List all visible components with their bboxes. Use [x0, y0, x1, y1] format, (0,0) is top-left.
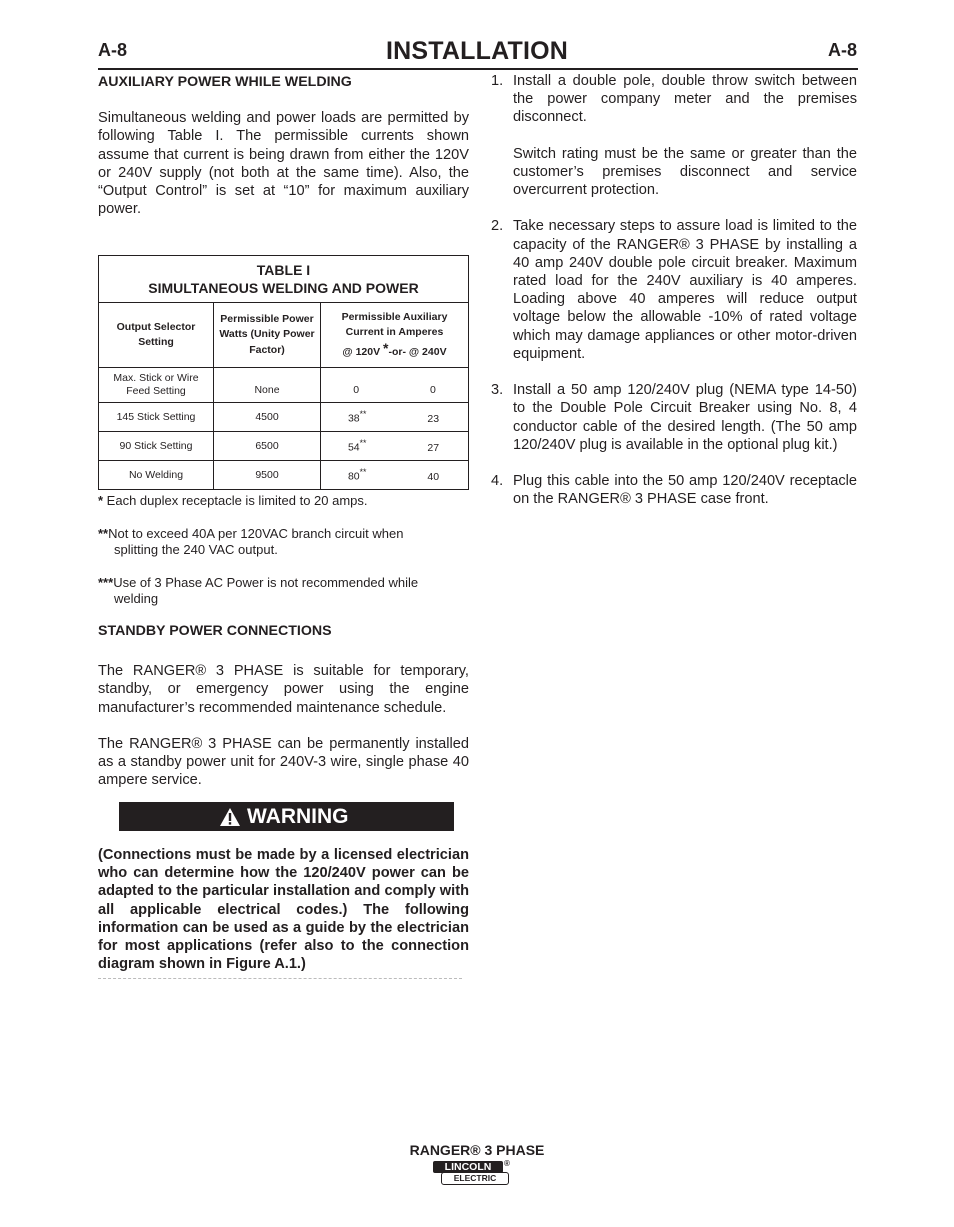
- cell-120v: 38: [347, 412, 360, 425]
- cell-text: Max. Stick or Wire: [113, 372, 199, 384]
- step-item: [491, 72, 857, 199]
- cell-setting: 90 Stick Setting: [99, 432, 214, 461]
- header-asterisk: *: [383, 339, 389, 356]
- note: [98, 493, 469, 510]
- cell-240v: 23: [427, 412, 440, 425]
- cell-text: Feed Setting: [126, 385, 186, 397]
- left-column: [98, 73, 469, 218]
- cell-amps: [321, 368, 469, 403]
- cell-watts: None: [214, 368, 321, 403]
- cell-amps: [321, 461, 469, 490]
- cell-sup: **: [359, 438, 367, 449]
- note-text: Not to exceed 40A per 120VAC branch circuit when: [108, 525, 404, 541]
- header-text: Permissible Auxiliary: [341, 310, 448, 323]
- header-text: Setting: [138, 336, 174, 348]
- right-column: [491, 72, 857, 527]
- note-mark: *: [98, 493, 107, 508]
- header-text: [325, 341, 464, 361]
- cell-sup: **: [359, 467, 367, 478]
- header-text: Factor): [249, 343, 285, 356]
- header-rule: [98, 68, 858, 70]
- note-text: Use of 3 Phase AC Power is not recommended while: [113, 574, 419, 590]
- warning-triangle-icon: [219, 807, 241, 827]
- page-title: INSTALLATION: [385, 37, 568, 65]
- standby-heading: STANDBY POWER CONNECTIONS: [98, 623, 332, 639]
- step-text: Install a double pole, double throw switch between the power company meter and the premises disconnect.: [513, 73, 857, 126]
- cell-120v: 54: [347, 441, 360, 454]
- step-item: [491, 217, 857, 363]
- cell-watts: 6500: [214, 432, 321, 461]
- cell-setting: No Welding: [99, 461, 214, 490]
- note-text-cont: splitting the 240 VAC output.: [114, 542, 278, 557]
- table-caption-line1: TABLE I: [256, 262, 311, 278]
- aux-power-paragraph: Simultaneous welding and power loads are permitted by following Table I. The permissible currents shown assume that current is being drawn from either the 120V or 240V supply (not both at the same time). Also, the “Output Control” is set at “10” for maximum auxiliary power.: [98, 110, 469, 218]
- note: [98, 526, 469, 559]
- lincoln-electric-logo: [433, 1161, 513, 1187]
- standby-section: [98, 622, 469, 789]
- installation-steps: [491, 72, 857, 509]
- table-row: [99, 368, 469, 403]
- cell-120v: 0: [353, 384, 360, 396]
- cell-240v: 40: [427, 470, 440, 483]
- step-text: Install a 50 amp 120/240V plug (NEMA type 14-50) to the Double Pole Circuit Breaker using No. 8, 4 conductor cable of the desired length. (The 50 amp 120/240V plug is available in the optional plug kit.): [513, 382, 857, 453]
- cell-120v: 80: [347, 470, 360, 483]
- warning-label: WARNING: [247, 805, 349, 828]
- step-number: 2.: [491, 218, 504, 235]
- cell-setting: 145 Stick Setting: [99, 403, 214, 432]
- table-row: [99, 461, 469, 490]
- cell-amps: [321, 403, 469, 432]
- logo-registered: ®: [504, 1159, 510, 1168]
- table-notes: [98, 493, 469, 608]
- cell-240v: 27: [427, 441, 440, 454]
- header-text: Permissible Power: [220, 312, 314, 325]
- table-caption: [99, 256, 469, 303]
- header-output-selector: [99, 303, 214, 368]
- step-text-2: Switch rating must be the same or greater than the customer’s premises disconnect and service overcurrent protection.: [513, 145, 857, 199]
- step-number: 1.: [491, 73, 504, 89]
- standby-paragraph-1: The RANGER® 3 PHASE is suitable for temporary, standby, or emergency power using the engine manufacturer’s recommended maintenance schedule.: [98, 663, 469, 716]
- header-text: Output Selector: [116, 320, 196, 333]
- logo-top: LINCOLN: [433, 1161, 503, 1173]
- cell-amps: [321, 432, 469, 461]
- cell-240v: 0: [429, 384, 436, 396]
- cell-watts: 9500: [214, 461, 321, 490]
- logo-bottom: ELECTRIC: [441, 1172, 509, 1185]
- page-number-left: A-8: [98, 40, 128, 60]
- warning-banner-content: [219, 805, 349, 829]
- aux-power-heading: AUXILIARY POWER WHILE WELDING: [98, 74, 352, 90]
- header-240v: -or- @ 240V: [388, 345, 447, 358]
- header-text: Watts (Unity Power: [219, 328, 315, 341]
- note-text-cont: welding: [114, 591, 159, 606]
- cell-sup: **: [359, 409, 367, 420]
- note-mark: ***: [98, 574, 114, 590]
- table-caption-line2: SIMULTANEOUS WELDING AND POWER: [148, 280, 419, 296]
- note-mark: **: [98, 525, 109, 541]
- divider: [98, 978, 462, 979]
- header-permissible-power: [214, 303, 321, 368]
- step-item: [491, 472, 857, 508]
- header-permissible-auxiliary: [321, 303, 469, 368]
- warning-text: (Connections must be made by a licensed electrician who can determine how the 120/240V power can be adapted to the particular installation and comply with all applicable electrical codes.) The following information can be used as a guide by the electrician for most applications (refer also to the connection diagram shown in Figure A.1.): [98, 847, 469, 973]
- table-simultaneous-welding-power: [98, 255, 469, 490]
- step-number: 4.: [491, 473, 504, 490]
- standby-paragraph-2: The RANGER® 3 PHASE can be permanently installed as a standby power unit for 240V-3 wire, single phase 40 ampere service.: [98, 735, 469, 789]
- page-number-right: A-8: [827, 40, 857, 60]
- note: [98, 575, 469, 608]
- cell-watts: 4500: [214, 403, 321, 432]
- cell-setting: [99, 368, 214, 403]
- step-text: Plug this cable into the 50 amp 120/240V receptacle on the RANGER® 3 PHASE case front.: [513, 473, 857, 508]
- table-row: [99, 432, 469, 461]
- step-item: [491, 381, 857, 454]
- header-120v: @ 120V: [342, 345, 384, 358]
- note-text: Each duplex receptacle is limited to 20 amps.: [106, 493, 368, 508]
- warning-banner: [119, 802, 454, 831]
- header-text: Current in Amperes: [345, 326, 444, 339]
- step-text: Take necessary steps to assure load is limited to the capacity of the RANGER® 3 PHASE by installing a 40 amp 240V double pole circuit breaker. Maximum rated load for the 240V auxiliary is 40 amperes. Loading above 40 amperes will reduce output voltage below the allowable -10% of rated voltage which may damage appliances or other motor-driven equipment.: [513, 218, 857, 362]
- step-number: 3.: [491, 382, 504, 399]
- table-row: [99, 403, 469, 432]
- footer-product: RANGER® 3 PHASE: [409, 1142, 545, 1158]
